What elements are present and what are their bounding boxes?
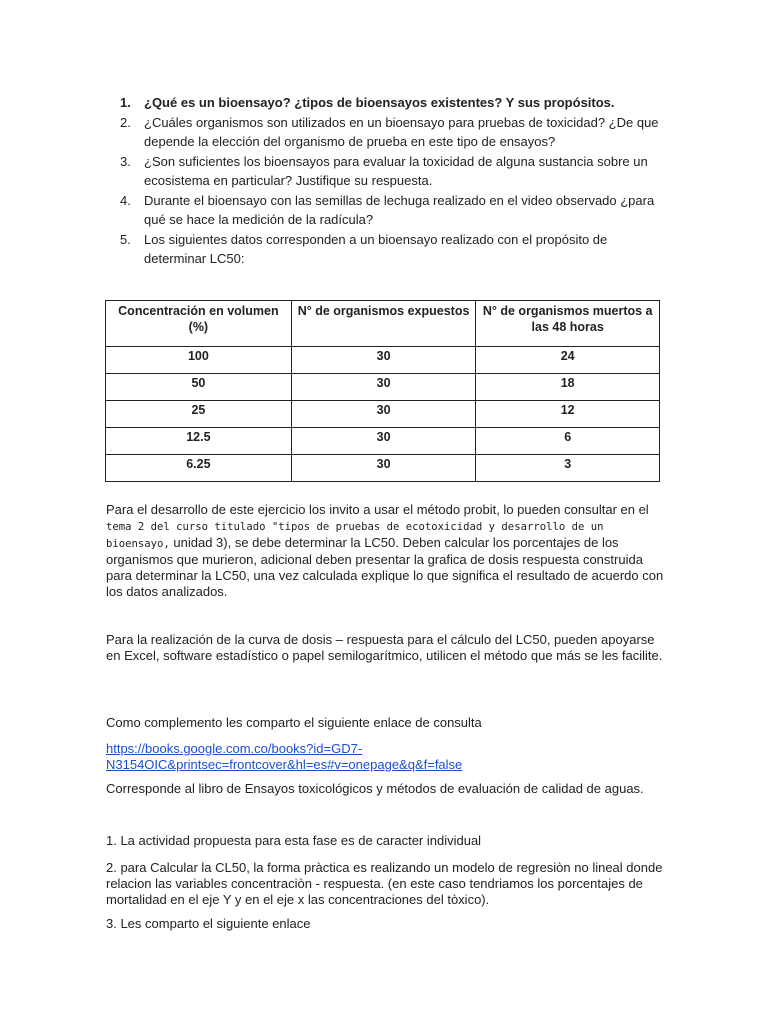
cell-dead: 24 (476, 347, 660, 374)
question-number: 5. (120, 231, 131, 247)
question-number: 3. (120, 153, 131, 169)
question-text: ¿Cuáles organismos son utilizados en un bioensayo para pruebas de toxicidad? ¿De que depende la elección del organismo de prueba en este tipo de ensayos? (144, 114, 659, 149)
question-number: 4. (120, 192, 131, 208)
cell-exposed: 30 (291, 401, 476, 428)
question-item (106, 230, 666, 269)
probit-instructions (106, 502, 666, 600)
table-row (106, 374, 660, 401)
header-exposed: N° de organismos expuestos (291, 301, 476, 347)
cell-concentration: 6.25 (106, 455, 292, 482)
question-list (106, 93, 666, 269)
question-item (106, 113, 666, 152)
question-text: ¿Qué es un bioensayo? ¿tipos de bioensayos existentes? Y sus propósitos. (144, 95, 615, 110)
table-row (106, 347, 660, 374)
cell-dead: 3 (476, 455, 660, 482)
cell-exposed: 30 (291, 428, 476, 455)
course-topic-text: tema 2 del curso titulado "tipos de pruebas de ecotoxicidad y desarrollo de un bioensayo, (106, 521, 604, 550)
table-row (106, 455, 660, 482)
table-row (106, 428, 660, 455)
curve-instructions: Para la realización de la curva de dosis – respuesta para el cálculo del LC50, pueden apoyarse en Excel, software estadístico o papel semilogarítmico, utilicen el método que más se les facilite. (106, 632, 663, 663)
cell-concentration: 100 (106, 347, 292, 374)
note-2: 2. para Calcular la CL50, la forma pràctica es realizando un modelo de regresiòn no lineal donde relacion las variables concentraciòn - respuesta. (en este caso tendriamos los porcentajes de mortalidad en el eje Y y en el eje x las concentraciones del tòxico). (106, 860, 663, 907)
cell-dead: 18 (476, 374, 660, 401)
note-3: 3. Les comparto el siguiente enlace (106, 916, 311, 931)
question-item (106, 191, 666, 230)
book-reference: Corresponde al libro de Ensayos toxicológicos y métodos de evaluación de calidad de aguas. (106, 781, 644, 796)
question-number: 1. (120, 95, 131, 110)
note-1: 1. La actividad propuesta para esta fase es de caracter individual (106, 833, 482, 848)
probit-rest-text: unidad 3), se debe determinar la LC50. Deben calcular los porcentajes de los organismos que murieron, adicional deben presentar la grafica de dosis respuesta construida para determinar la LC50, una vez calculada explique lo que significa el resultado de acuerdo con los datos analizados. (106, 535, 664, 599)
cell-exposed: 30 (291, 455, 476, 482)
question-item (106, 152, 666, 191)
cell-dead: 12 (476, 401, 660, 428)
question-item (106, 93, 666, 113)
link-line-2[interactable]: N3154OIC&printsec=frontcover&hl=es#v=onepage&q&f=false (106, 757, 463, 772)
header-dead: N° de organismos muertos a las 48 horas (476, 301, 660, 347)
google-books-link[interactable] (106, 741, 666, 773)
complement-text: Como complemento les comparto el siguiente enlace de consulta (106, 715, 482, 730)
table-row (106, 401, 660, 428)
cell-concentration: 12.5 (106, 428, 292, 455)
header-concentration: Concentración en volumen (%) (106, 301, 292, 347)
bioassay-data-table (105, 300, 660, 482)
probit-intro-text: Para el desarrollo de este ejercicio los invito a usar el método probit, lo pueden consultar en el (106, 502, 649, 517)
question-text: ¿Son suficientes los bioensayos para evaluar la toxicidad de alguna sustancia sobre un ecosistema en particular? Justifique su respuesta. (144, 153, 648, 188)
link-line-1[interactable]: https://books.google.com.co/books?id=GD7- (106, 741, 363, 756)
question-text: Los siguientes datos corresponden a un bioensayo realizado con el propósito de determinar LC50: (144, 231, 608, 266)
cell-dead: 6 (476, 428, 660, 455)
table-header-row (106, 301, 660, 347)
question-text: Durante el bioensayo con las semillas de lechuga realizado en el video observado ¿para qué se hace la medición de la radícula? (144, 192, 655, 227)
cell-exposed: 30 (291, 347, 476, 374)
question-number: 2. (120, 114, 131, 130)
cell-exposed: 30 (291, 374, 476, 401)
cell-concentration: 50 (106, 374, 292, 401)
cell-concentration: 25 (106, 401, 292, 428)
